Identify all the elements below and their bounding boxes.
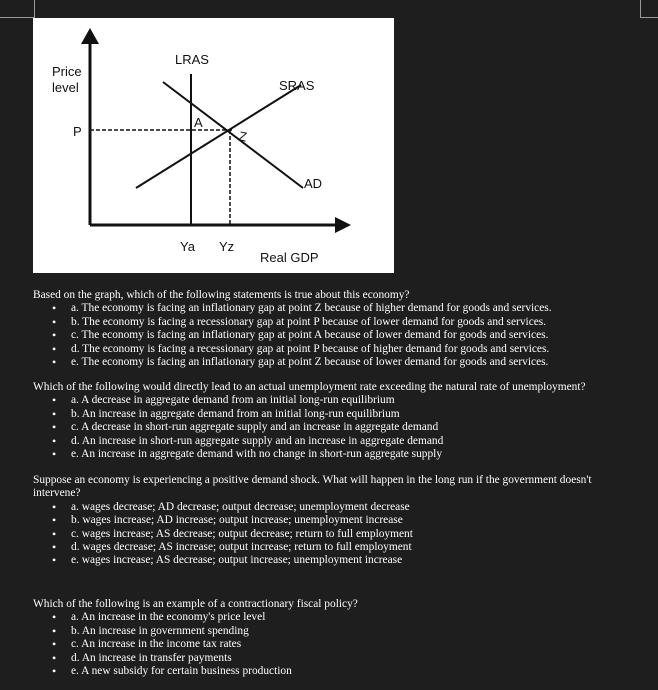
- answer-option[interactable]: • a. A decrease in aggregate demand from an initial long-run equilibrium: [33, 394, 633, 407]
- window-corner-left: [0, 0, 35, 18]
- sras-curve: [136, 85, 301, 188]
- answer-option[interactable]: • a. An increase in the economy's price level: [33, 611, 633, 624]
- answer-option[interactable]: • d. wages decrease; AS increase; output increase; return to full employment: [33, 541, 633, 554]
- x-axis-arrow-icon: [335, 217, 351, 233]
- answer-option[interactable]: • a. wages decrease; AD decrease; output decrease; unemployment decrease: [33, 501, 633, 514]
- answer-option[interactable]: • c. wages increase; AS decrease; output decrease; return to full employment: [33, 528, 633, 541]
- x-axis-label: Real GDP: [260, 250, 319, 265]
- question-text: Based on the graph, which of the following statements is true about this economy?: [33, 289, 410, 301]
- as-ad-graph: [33, 18, 394, 273]
- answer-option[interactable]: • b. wages increase; AD increase; output increase; unemployment increase: [33, 514, 633, 527]
- answer-option[interactable]: • c. The economy is facing an inflationary gap at point A because of lower demand for goods and services.: [33, 329, 633, 342]
- point-a-label: A: [194, 115, 203, 130]
- question-text: Which of the following is an example of a contractionary fiscal policy?: [33, 598, 358, 610]
- answer-option[interactable]: • d. An increase in transfer payments: [33, 652, 633, 665]
- y-axis-label-line1: Price: [52, 64, 82, 79]
- ya-label: Ya: [180, 239, 195, 254]
- question-block: [33, 598, 633, 678]
- answer-option[interactable]: • a. The economy is facing an inflationary gap at point Z because of higher demand for goods and services.: [33, 302, 633, 315]
- price-p-label: P: [73, 124, 82, 139]
- answer-option[interactable]: • b. The economy is facing a recessionary gap at point P because of lower demand for goods and services.: [33, 316, 633, 329]
- yz-label: Yz: [219, 239, 235, 254]
- question-block: [33, 474, 633, 568]
- answer-option[interactable]: • e. The economy is facing an inflationary gap at point Z because of lower demand for goods and services.: [33, 356, 633, 369]
- answer-option[interactable]: • c. A decrease in short-run aggregate supply and an increase in aggregate demand: [33, 421, 633, 434]
- question-text: Suppose an economy is experiencing a positive demand shock. What will happen in the long run if the government doesn't intervene?: [33, 474, 592, 500]
- answer-option[interactable]: • d. The economy is facing a recessionary gap at point P because of higher demand for goods and services.: [33, 343, 633, 356]
- answer-option[interactable]: • b. An increase in government spending: [33, 625, 633, 638]
- answer-option[interactable]: • c. An increase in the income tax rates: [33, 638, 633, 651]
- option-list: [33, 501, 633, 568]
- answer-option[interactable]: • b. An increase in aggregate demand from an initial long-run equilibrium: [33, 408, 633, 421]
- question-block: [33, 289, 633, 369]
- answer-option[interactable]: • e. An increase in aggregate demand with no change in short-run aggregate supply: [33, 448, 633, 461]
- y-axis-label-line2: level: [52, 80, 79, 95]
- option-list: [33, 394, 633, 461]
- sras-label: SRAS: [279, 78, 315, 93]
- lras-label: LRAS: [175, 52, 209, 67]
- option-list: [33, 611, 633, 678]
- answer-option[interactable]: • e. wages increase; AS decrease; output increase; unemployment increase: [33, 554, 633, 567]
- window-corner-right: [640, 0, 658, 18]
- ad-label: AD: [304, 176, 323, 191]
- point-z-label: Z: [237, 128, 249, 145]
- answer-option[interactable]: • e. A new subsidy for certain business production: [33, 665, 633, 678]
- question-text: Which of the following would directly lead to an actual unemployment rate exceeding the natural rate of unemployment?: [33, 381, 586, 393]
- option-list: [33, 302, 633, 369]
- question-block: [33, 381, 633, 461]
- graph-canvas: [33, 18, 394, 273]
- y-axis-arrow-icon: [81, 28, 99, 44]
- answer-option[interactable]: • d. An increase in short-run aggregate supply and an increase in aggregate demand: [33, 435, 633, 448]
